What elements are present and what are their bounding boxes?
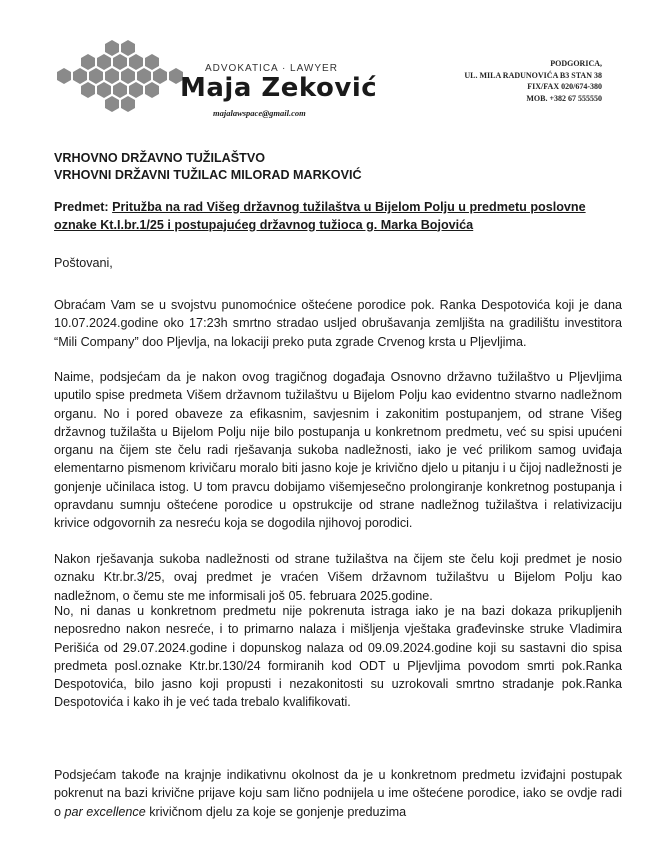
contact-address: UL. MILA RADUNOVIĆA B3 STAN 38 — [464, 70, 602, 80]
paragraph-5 — [54, 766, 622, 821]
letterhead-name: Maja Zeković — [180, 73, 378, 103]
paragraph-2: Naime, podsjećam da je nakon ovog tragičnog događaja Osnovno državno tužilaštvo u Pljevljima uputilo spise predmeta Višem državnom tužilaštvu u Bijelom Polju kao evidentno stvarno nadležnom organu. No i pored obaveze za efikasnim, savjesnim i zakonitim postupanjem, od strane Višeg državnog tužilašta u Bijelom Polju nije bilo postupanja u konkretnom predmetu, već su spisi upućeni organu na čijem ste čelu radi rješavanja sukoba nadležnosti, iako je već prilikom samog uviđaja elementarno pismenom krivičaru moralo biti jasno koje je krivično djelo u pitanju i u čijoj nadležnosti je gonjenje učinilaca istog. U tom pravcu dobijamo višemjesečno prolongiranje konkretnog postupanja i opravdanu sumnju oštećene porodice u opstrukcije od strane nadležnog tužilaštva i relativizaciju krivice odgovornih za nesreću koja se dogodila njihovoj porodici. — [54, 370, 622, 531]
paragraph-3: Nakon rješavanja sukoba nadležnosti od strane tužilaštva na čijem ste čelu koji predmet je nosio oznaku Ktr.br.3/25, ovaj predmet je vraćen Višem državnom tužilaštvu u Bijelom Polju kao nadležnom, o čemu ste me informisali još 05. februara 2025.godine. — [54, 552, 622, 603]
contact-city: PODGORICA, — [550, 59, 602, 68]
letterhead-email: majalawspace@gmail.com — [213, 108, 306, 118]
contact-mobile: MOB. +382 67 555550 — [526, 93, 602, 103]
recipient-line-1: VRHOVNO DRŽAVNO TUŽILAŠTVO — [54, 151, 266, 165]
letterhead-contact — [464, 58, 602, 104]
letterhead-tagline: ADVOKATICA · LAWYER — [205, 63, 338, 74]
paragraph-5-emphasis: par excellence — [64, 804, 146, 819]
contact-fax: FIX/FAX 020/674-380 — [527, 82, 602, 91]
recipient-line-2: VRHOVNI DRŽAVNI TUŽILAC MILORAD MARKOVIĆ — [54, 168, 362, 182]
subject-label: Predmet: — [54, 200, 109, 214]
paragraph-4: No, ni danas u konkretnom predmetu nije pokrenuta istraga iako je na bazi dokaza prikupljenih neposredno nakon nesreće, i to primarno nalaza i mišljenja vještaka građevinske struke Vladimira Perišića od 29.07.2024.godine i dopunskog nalaza od 09.09.2024.godine koji su sastavni dio spisa predmeta posl.oznake Ktr.br.130/24 formiranih kod ODT u Pljevljima povodom smrti pok.Ranka Despotovića, bilo jasno koji propusti i nezakonitosti su uzrokovali smrtno stradanje pok.Ranka Despotovića i kako ih je već tada trebalo kvalifikovati. — [54, 604, 622, 710]
paragraph-1: Obraćam Vam se u svojstvu punomoćnice oštećene porodice pok. Ranka Despotovića koji je dana 10.07.2024.godine oko 17:23h smrtno stradao usljed obrušavanja zemljišta na gradilištu investitora “Mili Company” doo Pljevlja, na lokaciji preko puta zgrade Crvenog krsta u Pljevljima. — [54, 298, 622, 349]
hexagon-logo-icon — [52, 38, 192, 113]
recipient-block — [54, 150, 362, 184]
paragraph-5-start: Podsjećam takođe na krajnje indikativnu okolnost da je u konkretnom predmetu izviđajni postupak pokrenut na bazi krivične prijave koju sam lično podnijela u ime oštećene porodice, iako se ovdje radi o — [54, 768, 622, 819]
greeting: Poštovani, — [54, 256, 113, 270]
paragraph-5-end: krivičnom djelu za koje se gonjenje preduzima — [145, 804, 407, 819]
subject-block — [54, 199, 622, 234]
subject-text: Pritužba na rad Višeg državnog tužilaštva u Bijelom Polju u predmetu poslovne oznake Kt.I.br.1/25 i postupajućeg državnog tužioca g. Marka Bojovića — [54, 200, 586, 232]
